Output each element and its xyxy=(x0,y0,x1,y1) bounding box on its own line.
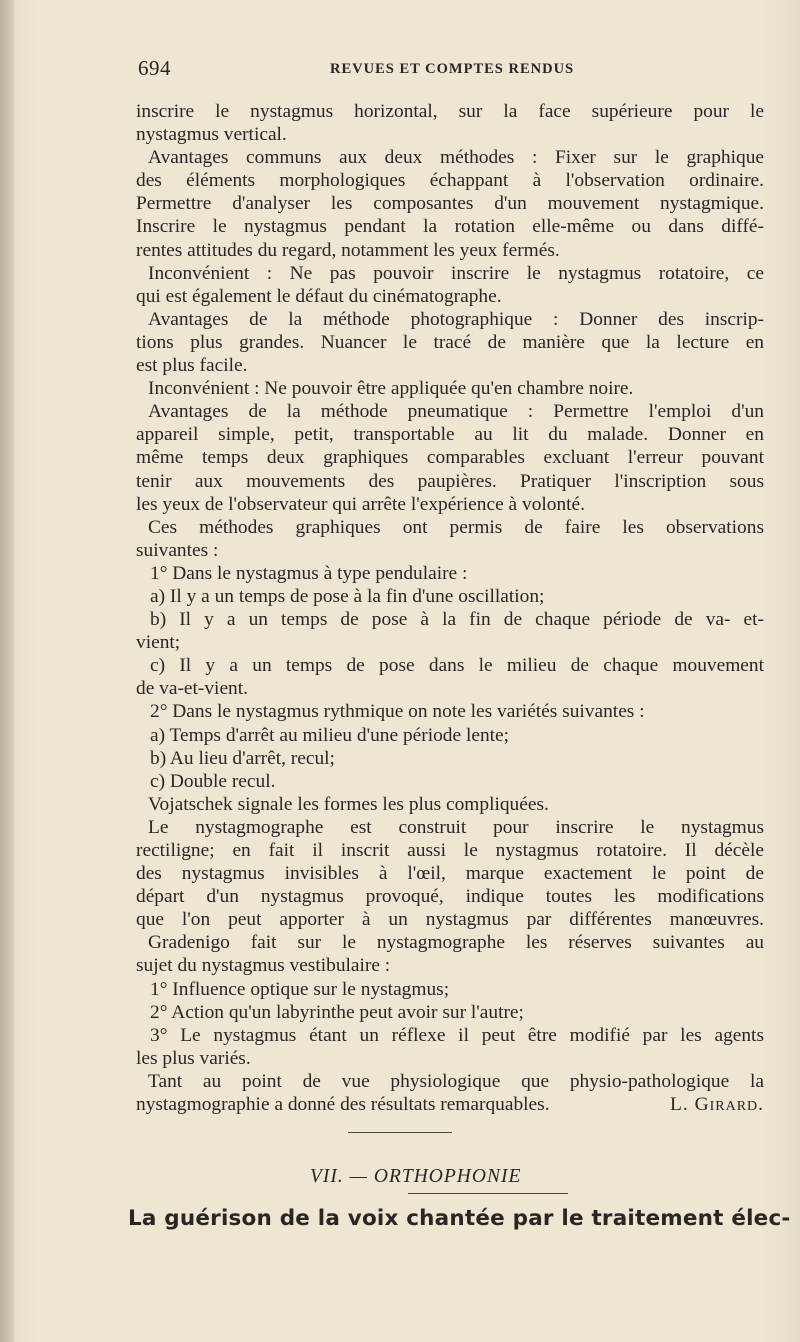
text-line: est plus facile. xyxy=(136,355,248,377)
text-line xyxy=(136,1093,764,1116)
text-line: c) Double recul. xyxy=(150,770,276,792)
text-line: inscrire le nystagmus horizontal, sur la face supérieure pour le xyxy=(136,101,764,122)
text-line: même temps deux graphiques comparables excluant l'erreur pouvant xyxy=(136,447,764,469)
text-line: a) Il y a un temps de pose à la fin d'une oscillation; xyxy=(150,585,545,607)
text-line: 2° Action qu'un labyrinthe peut avoir sur l'autre; xyxy=(150,1001,524,1023)
text-line: Gradenigo fait sur le nystagmographe les réserves suivantes au xyxy=(148,932,764,954)
section-divider xyxy=(348,1132,452,1133)
text-line: Le nystagmographe est construit pour inscrire le nystagmus xyxy=(148,816,764,838)
text-line: Inconvénient : Ne pouvoir être appliquée qu'en chambre noire. xyxy=(148,378,634,400)
text-line: de va-et-vient. xyxy=(136,678,248,700)
text-line: que l'on peut apporter à un nystagmus par différentes manœuvres. xyxy=(136,909,764,931)
page-spine-shadow xyxy=(0,0,14,1342)
text-line: b) Il y a un temps de pose à la fin de chaque période de va- et- xyxy=(150,609,764,631)
text-line: vient; xyxy=(136,632,181,654)
text-line: des nystagmus invisibles à l'œil, marque exactement le point de xyxy=(136,863,764,885)
text-line: Avantages communs aux deux méthodes : Fixer sur le graphique xyxy=(148,147,764,169)
text-line: nystagmus vertical. xyxy=(136,124,287,146)
text-line: Inconvénient : Ne pas pouvoir inscrire le nystagmus rotatoire, ce xyxy=(148,262,764,284)
author-signature: L. Girard. xyxy=(670,1094,764,1116)
text-line: suivantes : xyxy=(136,539,219,561)
text-line: Avantages de la méthode pneumatique : Permettre l'emploi d'un xyxy=(148,401,764,423)
running-head: REVUES ET COMPTES RENDUS xyxy=(330,61,575,77)
body-text xyxy=(136,100,764,1116)
text-line: c) Il y a un temps de pose dans le milieu de chaque mouvement xyxy=(150,655,764,677)
text-line: les plus variés. xyxy=(136,1047,251,1069)
text-line: b) Au lieu d'arrêt, recul; xyxy=(150,747,335,769)
text-line: Permettre d'analyser les composantes d'un mouvement nystagmique. xyxy=(136,193,764,215)
article-title: La guérison de la voix chantée par le traitement élec- xyxy=(128,1206,791,1231)
text-line: Vojatschek signale les formes les plus compliquées. xyxy=(148,793,549,815)
text-line: les yeux de l'observateur qui arrête l'expérience à volonté. xyxy=(136,493,586,515)
text-line: 1° Dans le nystagmus à type pendulaire : xyxy=(150,562,468,584)
text-line: départ d'un nystagmus provoqué, indique toutes les modifications xyxy=(136,886,764,908)
text-line: Avantages de la méthode photographique : Donner des inscrip- xyxy=(148,308,764,330)
text-line-content: nystagmographie a donné des résultats remarquables. xyxy=(136,1094,550,1116)
text-line: Tant au point de vue physiologique que physio-pathologique la xyxy=(148,1070,764,1092)
section-title: VII. — ORTHOPHONIE xyxy=(310,1166,522,1187)
text-line: des éléments morphologiques échappant à l'observation ordinaire. xyxy=(136,170,764,192)
text-line: Ces méthodes graphiques ont permis de faire les observations xyxy=(148,516,764,538)
text-line: tions plus grandes. Nuancer le tracé de manière que la lecture en xyxy=(136,331,764,353)
text-line: Inscrire le nystagmus pendant la rotation elle-même ou dans diffé- xyxy=(136,216,764,238)
text-line: sujet du nystagmus vestibulaire : xyxy=(136,955,391,977)
text-line: a) Temps d'arrêt au milieu d'une période lente; xyxy=(150,724,510,746)
text-line: rectiligne; en fait il inscrit aussi le nystagmus rotatoire. Il décèle xyxy=(136,840,764,861)
text-line: tenir aux mouvements des paupières. Pratiquer l'inscription sous xyxy=(136,470,764,492)
page-header xyxy=(138,56,762,86)
text-line: 2° Dans le nystagmus rythmique on note les variétés suivantes : xyxy=(150,701,645,723)
text-line: 3° Le nystagmus étant un réflexe il peut être modifié par les agents xyxy=(150,1024,764,1046)
text-line: qui est également le défaut du cinématographe. xyxy=(136,285,502,307)
text-line: appareil simple, petit, transportable au lit du malade. Donner en xyxy=(136,424,764,446)
page-number: 694 xyxy=(138,56,171,80)
text-line: rentes attitudes du regard, notamment les yeux fermés. xyxy=(136,239,560,261)
section-title-underline xyxy=(408,1193,568,1194)
text-line: 1° Influence optique sur le nystagmus; xyxy=(150,978,450,1000)
